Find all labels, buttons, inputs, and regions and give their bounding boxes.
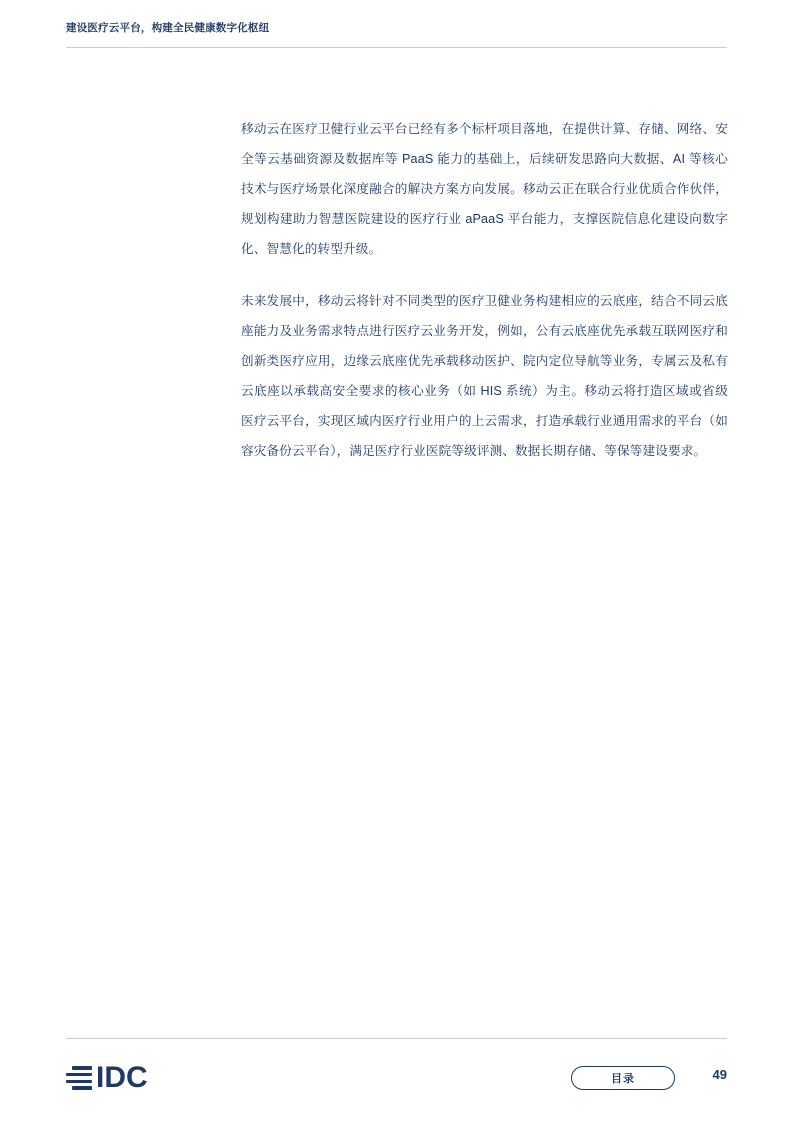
page-number: 49	[712, 1067, 727, 1082]
page-header	[66, 20, 727, 36]
header-divider	[66, 47, 727, 48]
idc-logo	[66, 1060, 148, 1096]
body-paragraph: 移动云在医疗卫健行业云平台已经有多个标杆项目落地，在提供计算、存储、网络、安全等云基础资源及数据库等 PaaS 能力的基础上，后续研发思路向大数据、AI 等核心技术与医疗场景化深度融合的解决方案方向发展。移动云正在联合行业优质合作伙伴，规划构建助力智慧医院建设的医疗行业 aPaaS 平台能力，支撑医院信息化建设向数字化、智慧化的转型升级。	[241, 122, 728, 256]
logo-bars-icon	[66, 1066, 92, 1090]
body-paragraph: 未来发展中，移动云将针对不同类型的医疗卫健业务构建相应的云底座，结合不同云底座能力及业务需求特点进行医疗云业务开发，例如，公有云底座优先承载互联网医疗和创新类医疗应用，边缘云底座优先承载移动医护、院内定位导航等业务，专属云及私有云底座以承载高安全要求的核心业务（如 HIS 系统）为主。移动云将打造区域或省级医疗云平台，实现区域内医疗行业用户的上云需求，打造承载行业通用需求的平台（如容灾备份云平台），满足医疗行业医院等级评测、数据长期存储、等保等建设要求。	[241, 294, 728, 458]
header-title: 建设医疗云平台，构建全民健康数字化枢纽	[66, 22, 270, 34]
page-body	[241, 114, 728, 466]
table-of-contents-button[interactable]	[571, 1066, 675, 1090]
table-of-contents-label: 目录	[611, 1073, 635, 1085]
page-footer	[66, 1055, 727, 1101]
logo-text: IDC	[96, 1061, 148, 1094]
footer-divider	[66, 1038, 727, 1039]
